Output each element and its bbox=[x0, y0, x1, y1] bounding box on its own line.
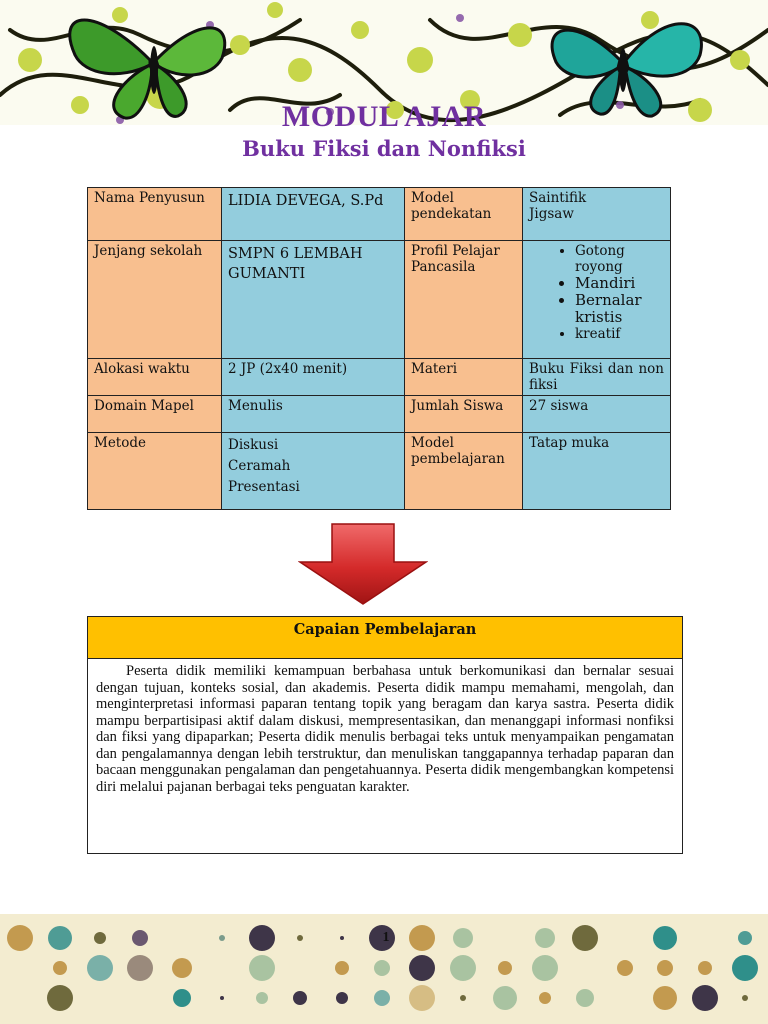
model-pendekatan-item: Saintifik bbox=[529, 190, 587, 206]
nama-penyusun-label: Nama Penyusun bbox=[88, 188, 222, 241]
table-row bbox=[88, 396, 671, 433]
jumlah-value: 27 siswa bbox=[523, 396, 671, 433]
domain-value: Menulis bbox=[222, 396, 405, 433]
page-title: MODUL AJAR bbox=[281, 100, 487, 133]
materi-value: Buku Fiksi dan non fiksi bbox=[523, 359, 671, 396]
domain-label: Domain Mapel bbox=[88, 396, 222, 433]
capaian-heading: Capaian Pembelajaran bbox=[88, 617, 683, 659]
list-item: • Gotong royong bbox=[575, 243, 664, 275]
list-item: • Mandiri bbox=[575, 275, 664, 292]
table-row bbox=[88, 433, 671, 510]
list-item: • Bernalar kristis bbox=[575, 292, 664, 326]
profil-list bbox=[529, 243, 664, 342]
table-row bbox=[88, 659, 683, 854]
profil-value bbox=[523, 241, 671, 359]
model-pembelajaran-value: Tatap muka bbox=[523, 433, 671, 510]
model-pembelajaran-label: Model pembelajaran bbox=[405, 433, 523, 510]
jenjang-value: SMPN 6 LEMBAH GUMANTI bbox=[222, 241, 405, 359]
table-row bbox=[88, 359, 671, 396]
metode-item: Presentasi bbox=[228, 479, 300, 495]
metode-item: Ceramah bbox=[228, 458, 291, 474]
down-arrow-icon bbox=[298, 522, 428, 606]
metode-item: Diskusi bbox=[228, 437, 279, 453]
list-item: • kreatif bbox=[575, 326, 664, 342]
table-row bbox=[88, 617, 683, 659]
capaian-text: Peserta didik memiliki kemampuan berbahasa untuk berkomunikasi dan bernalar sesuai dengan tujuan, konteks sosial, dan akademis. Peserta didik mampu memahami, mengolah, dan menginterpretasi informasi paparan tentang topik yang beragam dan karya sastra. Peserta didik mampu berpartisipasi aktif dalam diskusi, mempresentasikan, dan menanggapi informasi nonfiksi dan fiksi yang dipaparkan; Peserta didik menulis berbagai teks untuk menyampaikan pengamatan dan pengalamannya dengan lebih terstruktur, dan menuliskan tanggapannya terhadap paparan dan bacaan menggunakan pengalaman dan pengetahuannya. Peserta didik mengembangkan kompetensi diri melalui pajanan berbagai teks penguatan karakter. bbox=[88, 659, 683, 854]
profil-label: Profil Pelajar Pancasila bbox=[405, 241, 523, 359]
table-row bbox=[88, 241, 671, 359]
nama-penyusun-value: LIDIA DEVEGA, S.Pd bbox=[222, 188, 405, 241]
alokasi-label: Alokasi waktu bbox=[88, 359, 222, 396]
alokasi-value: 2 JP (2x40 menit) bbox=[222, 359, 405, 396]
metode-label: Metode bbox=[88, 433, 222, 510]
model-pendekatan-value bbox=[523, 188, 671, 241]
jumlah-label: Jumlah Siswa bbox=[405, 396, 523, 433]
capaian-table bbox=[87, 616, 683, 854]
model-pendekatan-label: Model pendekatan bbox=[405, 188, 523, 241]
jenjang-label: Jenjang sekolah bbox=[88, 241, 222, 359]
page-number: 1 bbox=[382, 930, 390, 945]
metode-value bbox=[222, 433, 405, 510]
identity-table bbox=[87, 187, 671, 510]
table-row bbox=[88, 188, 671, 241]
materi-label: Materi bbox=[405, 359, 523, 396]
model-pendekatan-item: Jigsaw bbox=[529, 206, 574, 222]
page-subtitle: Buku Fiksi dan Nonfiksi bbox=[242, 136, 526, 161]
